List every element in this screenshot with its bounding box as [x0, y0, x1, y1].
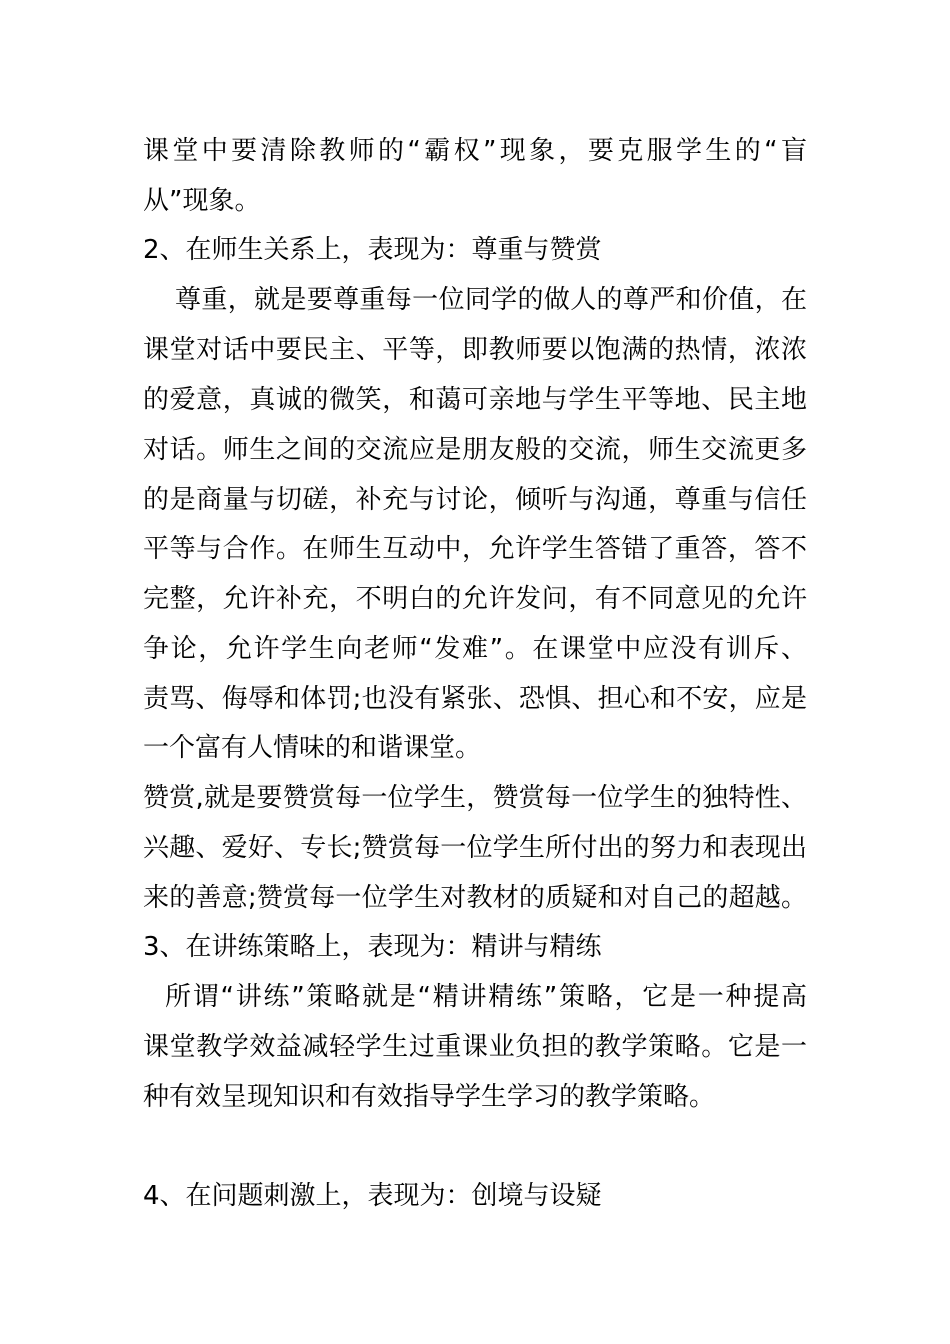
paragraph-line: 责骂、侮辱和体罚;也没有紧张、恐惧、担心和不安，应是 [143, 684, 807, 714]
paragraph-line: 课堂教学效益减轻学生过重课业负担的教学策略。它是一 [143, 1032, 807, 1062]
section-heading: 3、在讲练策略上，表现为：精讲与精练 [143, 932, 602, 962]
section-heading: 4、在问题刺激上，表现为：创境与设疑 [143, 1181, 602, 1211]
paragraph-line: 来的善意;赞赏每一位学生对教材的质疑和对自己的超越。 [143, 883, 807, 913]
paragraph-line: 完整，允许补充，不明白的允许发问，有不同意见的允许 [143, 584, 807, 614]
paragraph-line: 对话。师生之间的交流应是朋友般的交流，师生交流更多 [143, 435, 807, 465]
paragraph-line: 种有效呈现知识和有效指导学生学习的教学策略。 [143, 1082, 716, 1112]
section-heading: 2、在师生关系上，表现为：尊重与赞赏 [143, 235, 602, 265]
paragraph-line: 从”现象。 [143, 186, 261, 216]
paragraph-line: 尊重，就是要尊重每一位同学的做人的尊严和价值，在 [175, 285, 807, 315]
paragraph-line: 一个富有人情味的和谐课堂。 [143, 733, 482, 763]
paragraph-line: 的是商量与切磋，补充与讨论，倾听与沟通，尊重与信任 [143, 485, 807, 515]
paragraph-line: 课堂中要清除教师的“霸权”现象，要克服学生的“盲 [143, 136, 807, 166]
paragraph-line: 争论，允许学生向老师“发难”。在课堂中应没有训斥、 [143, 634, 807, 664]
paragraph-line: 兴趣、爱好、专长;赞赏每一位学生所付出的努力和表现出 [143, 833, 807, 863]
paragraph-line: 所谓“讲练”策略就是“精讲精练”策略，它是一种提高 [165, 982, 807, 1012]
paragraph-line: 的爱意，真诚的微笑，和蔼可亲地与学生平等地、民主地 [143, 385, 807, 415]
paragraph-line: 平等与合作。在师生互动中，允许学生答错了重答，答不 [143, 534, 807, 564]
paragraph-line: 课堂对话中要民主、平等，即教师要以饱满的热情，浓浓 [143, 335, 807, 365]
paragraph-line: 赞赏,就是要赞赏每一位学生，赞赏每一位学生的独特性、 [143, 783, 807, 813]
